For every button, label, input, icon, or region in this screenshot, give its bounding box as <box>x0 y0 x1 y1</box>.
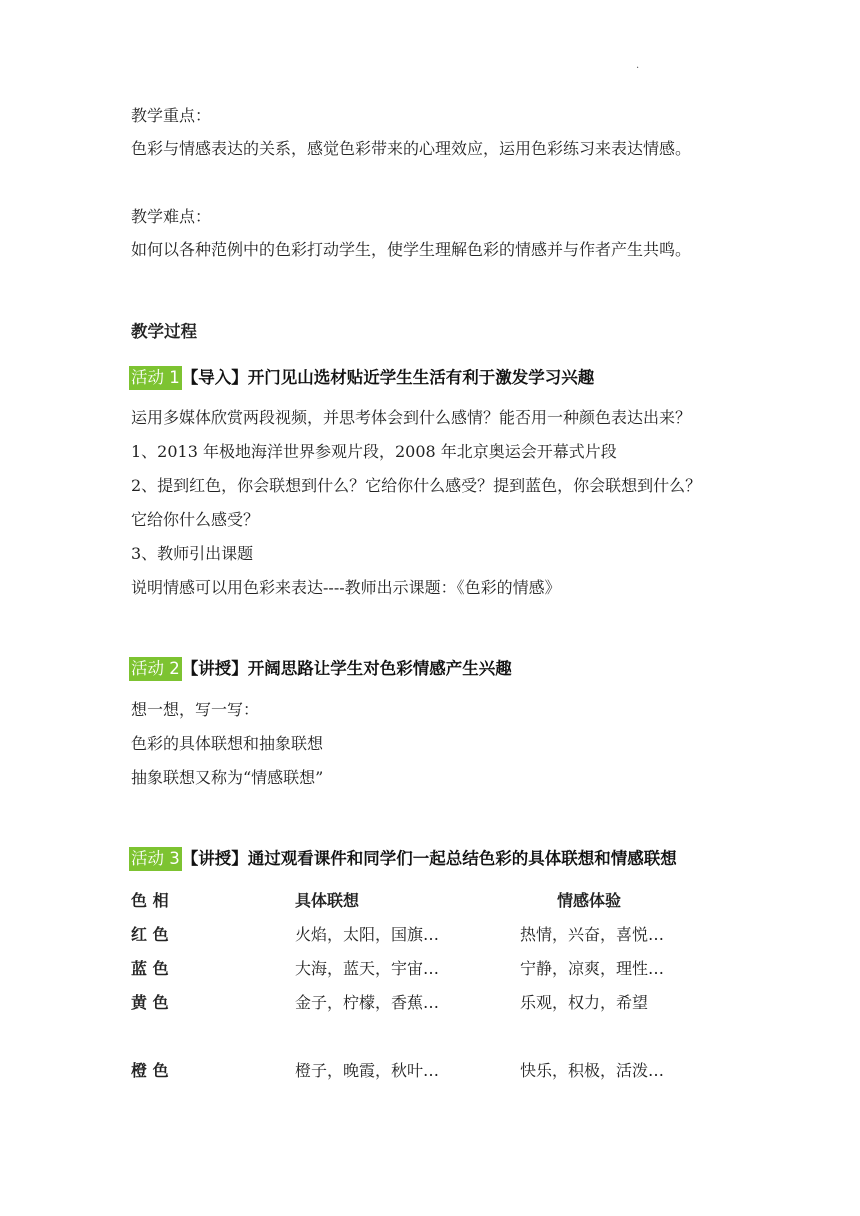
activity-3-title: 【讲授】通过观看课件和同学们一起总结色彩的具体联想和情感联想 <box>181 849 677 868</box>
activity-2-line: 色彩的具体联想和抽象联想 <box>131 734 324 753</box>
activity-1-line: 说明情感可以用色彩来表达----教师出示课题：《色彩的情感》 <box>131 578 561 597</box>
header-emotion: 情感体验 <box>557 891 622 910</box>
focus-label: 教学重点： <box>131 106 212 125</box>
concrete-cell: 金子，柠檬，香蕉… <box>295 993 440 1012</box>
table-header-row <box>131 888 731 910</box>
table-row <box>131 956 731 978</box>
concrete-cell: 火焰，太阳，国旗… <box>295 925 440 944</box>
activity-1-line: 3、教师引出课题 <box>131 544 254 563</box>
activity-1-heading <box>129 366 594 390</box>
activity-1-line: 它给你什么感受？ <box>131 510 260 529</box>
activity-2-badge: 活动 2 <box>129 657 182 681</box>
activity-2-line: 想一想，写一写： <box>131 700 260 719</box>
hue-cell: 红 色 <box>131 925 169 944</box>
table-row <box>131 922 731 944</box>
concrete-cell: 大海，蓝天，宇宙… <box>295 959 440 978</box>
header-hue: 色 相 <box>131 891 169 910</box>
page-mark: . <box>636 60 640 71</box>
activity-1-line: 2、提到红色，你会联想到什么？它给你什么感受？提到蓝色，你会联想到什么？ <box>131 476 702 495</box>
activity-3-badge: 活动 3 <box>129 847 182 871</box>
header-concrete: 具体联想 <box>295 891 360 910</box>
activity-3-heading <box>129 847 677 871</box>
concrete-cell: 橙子，晚霞，秋叶… <box>295 1061 440 1080</box>
activity-1-title: 【导入】开门见山选材贴近学生生活有利于激发学习兴趣 <box>181 368 595 387</box>
hue-cell: 蓝 色 <box>131 959 169 978</box>
table-row <box>131 1058 731 1080</box>
emotion-cell: 热情，兴奋，喜悦… <box>520 925 665 944</box>
difficulty-text: 如何以各种范例中的色彩打动学生，使学生理解色彩的情感并与作者产生共鸣。 <box>131 240 692 259</box>
emotion-cell: 宁静，凉爽，理性… <box>520 959 665 978</box>
activity-1-badge: 活动 1 <box>129 366 182 390</box>
hue-cell: 橙 色 <box>131 1061 169 1080</box>
emotion-cell: 快乐，积极，活泼… <box>520 1061 665 1080</box>
activity-2-title: 【讲授】开阔思路让学生对色彩情感产生兴趣 <box>181 659 512 678</box>
emotion-cell: 乐观，权力，希望 <box>520 993 649 1012</box>
table-row <box>131 990 731 1012</box>
hue-cell: 黄 色 <box>131 993 169 1012</box>
focus-text: 色彩与情感表达的关系，感觉色彩带来的心理效应，运用色彩练习来表达情感。 <box>131 139 692 158</box>
difficulty-label: 教学难点： <box>131 207 212 226</box>
process-title: 教学过程 <box>131 322 197 341</box>
activity-1-line: 运用多媒体欣赏两段视频，并思考体会到什么感情？能否用一种颜色表达出来？ <box>131 408 692 427</box>
activity-2-heading <box>129 657 512 681</box>
activity-2-line: 抽象联想又称为“情感联想” <box>131 768 324 787</box>
activity-1-line: 1、2013 年极地海洋世界参观片段，2008 年北京奥运会开幕式片段 <box>131 442 617 461</box>
